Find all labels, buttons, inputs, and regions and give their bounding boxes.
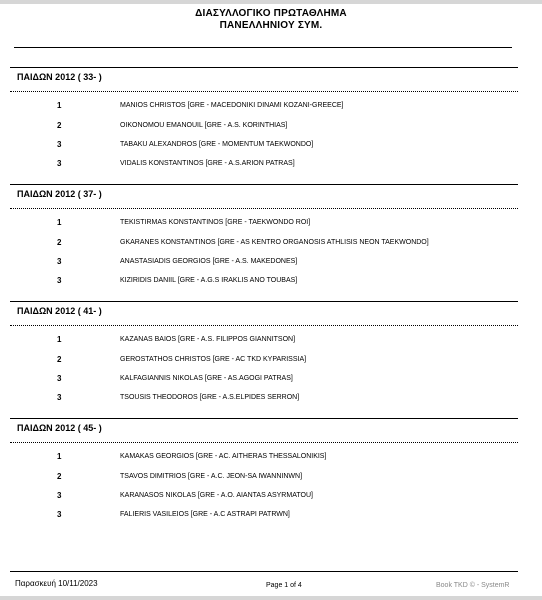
rank: 2	[57, 121, 62, 130]
section-dotted-rule	[10, 442, 518, 443]
category-title: ΠΑΙΔΩΝ 2012 ( 41- )	[17, 306, 102, 316]
athlete-entry: TSOUSIS THEODOROS [GRE - A.S.ELPIDES SERRON]	[120, 394, 300, 401]
result-row	[0, 471, 542, 483]
result-row	[0, 490, 542, 502]
athlete-entry: KIZIRIDIS DANIIL [GRE - A.G.S IRAKLIS ANO TOUBAS]	[120, 277, 298, 284]
result-row	[0, 373, 542, 385]
result-row	[0, 158, 542, 170]
rank: 3	[57, 510, 62, 519]
document-header	[0, 8, 542, 32]
rank: 3	[57, 491, 62, 500]
athlete-entry: GEROSTATHOS CHRISTOS [GRE - AC TKD KYPARISSIA]	[120, 356, 307, 363]
section-dotted-rule	[10, 91, 518, 92]
athlete-entry: KARANASOS NIKOLAS [GRE - A.O. AIANTAS ASYRMATOU]	[120, 492, 313, 499]
result-row	[0, 217, 542, 229]
athlete-entry: KALFAGIANNIS NIKOLAS [GRE - AS.AGOGI PATRAS]	[120, 375, 293, 382]
rank: 3	[57, 140, 62, 149]
rank: 1	[57, 101, 62, 110]
top-border	[0, 0, 542, 4]
result-row	[0, 509, 542, 521]
athlete-entry: KAMAKAS GEORGIOS [GRE - AC. AITHERAS THESSALONIKIS]	[120, 453, 327, 460]
rank: 1	[57, 452, 62, 461]
rank: 3	[57, 393, 62, 402]
title-line-1: ΔΙΑΣΥΛΛΟΓΙΚΟ ΠΡΩΤΑΘΛΗΜΑ	[195, 8, 347, 19]
header-divider	[14, 47, 512, 48]
result-row	[0, 100, 542, 112]
athlete-entry: MANIOS CHRISTOS [GRE - MACEDONIKI DINAMI KOZANI-GREECE]	[120, 102, 344, 109]
rank: 2	[57, 472, 62, 481]
title-line-2: ΠΑΝΕΛΛΗΝΙΟΥ ΣΥΜ.	[219, 20, 323, 31]
result-row	[0, 354, 542, 366]
rank: 3	[57, 276, 62, 285]
athlete-entry: TEKISTIRMAS KONSTANTINOS [GRE - TAEKWONDO ROI]	[120, 219, 311, 226]
athlete-entry: TABAKU ALEXANDROS [GRE - MOMENTUM TAEKWONDO]	[120, 141, 314, 148]
rank: 3	[57, 159, 62, 168]
category-title: ΠΑΙΔΩΝ 2012 ( 45- )	[17, 423, 102, 433]
section-dotted-rule	[10, 325, 518, 326]
category-title: ΠΑΙΔΩΝ 2012 ( 37- )	[17, 189, 102, 199]
rank: 3	[57, 374, 62, 383]
section-dotted-rule	[10, 208, 518, 209]
result-row	[0, 451, 542, 463]
section-top-rule	[10, 418, 518, 419]
athlete-entry: KAZANAS BAIOS [GRE - A.S. FILIPPOS GIANNITSON]	[120, 336, 296, 343]
result-row	[0, 275, 542, 287]
result-row	[0, 139, 542, 151]
section-top-rule	[10, 184, 518, 185]
page-number: Page 1 of 4	[266, 582, 302, 589]
athlete-entry: OIKONOMOU EMANOUIL [GRE - A.S. KORINTHIAS]	[120, 122, 288, 129]
result-row	[0, 334, 542, 346]
athlete-entry: ANASTASIADIS GEORGIOS [GRE - A.S. MAKEDONES]	[120, 258, 298, 265]
system-credit: Book TKD © - SystemR	[436, 582, 510, 589]
rank: 2	[57, 238, 62, 247]
print-date: Παρασκευή 10/11/2023	[15, 579, 98, 588]
section-top-rule	[10, 301, 518, 302]
athlete-entry: VIDALIS KONSTANTINOS [GRE - A.S.ARION PATRAS]	[120, 160, 295, 167]
athlete-entry: GKARANES KONSTANTINOS [GRE - AS KENTRO ORGANOSIS ATHLISIS NEON TAEKWONDO]	[120, 239, 429, 246]
rank: 3	[57, 257, 62, 266]
category-title: ΠΑΙΔΩΝ 2012 ( 33- )	[17, 72, 102, 82]
result-row	[0, 120, 542, 132]
footer-divider	[10, 571, 518, 572]
rank: 1	[57, 335, 62, 344]
bottom-border	[0, 596, 542, 600]
rank: 1	[57, 218, 62, 227]
result-row	[0, 392, 542, 404]
rank: 2	[57, 355, 62, 364]
athlete-entry: TSAVOS DIMITRIOS [GRE - A.C. JEON-SA IWANNINWN]	[120, 473, 303, 480]
result-row	[0, 237, 542, 249]
section-top-rule	[10, 67, 518, 68]
athlete-entry: FALIERIS VASILEIOS [GRE - A.C ASTRAPI PATRWN]	[120, 511, 290, 518]
result-row	[0, 256, 542, 268]
